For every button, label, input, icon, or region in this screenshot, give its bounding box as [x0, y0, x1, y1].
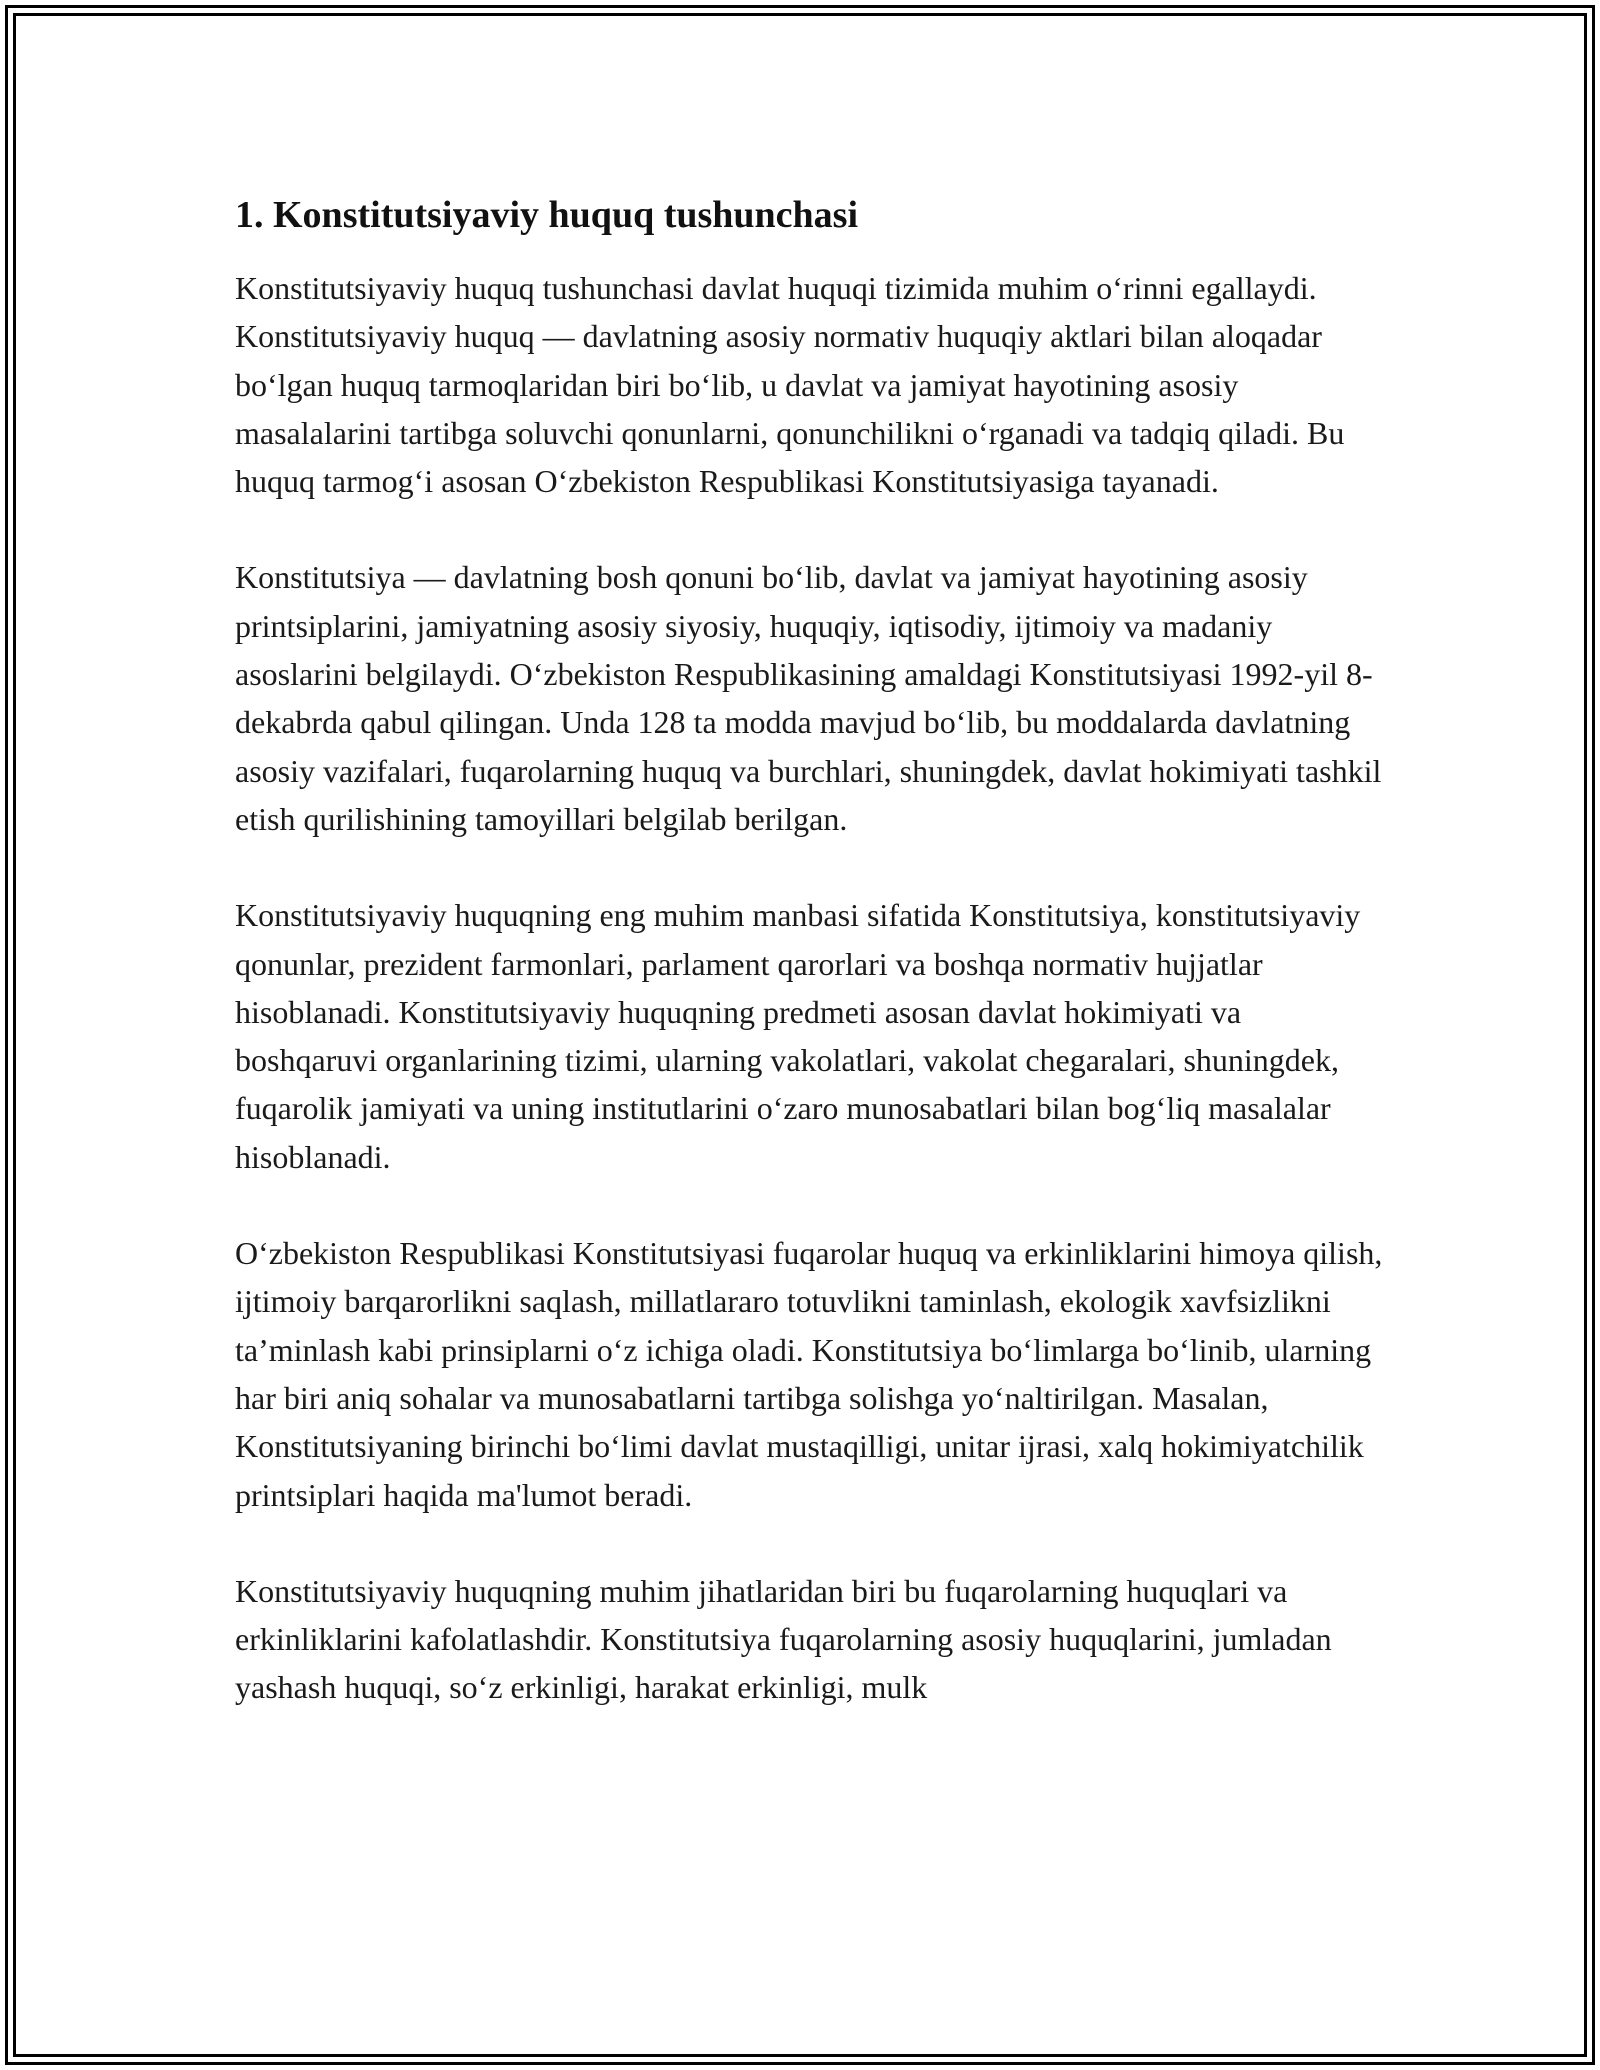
paragraph-5: Konstitutsiyaviy huquqning muhim jihatlaridan biri bu fuqarolarning huquqlari va erkinliklarini kafolatlashdir. Konstitutsiya fuqarolarning asosiy huquqlarini, jumladan yashash huquqi, soʻz erkinligi, harakat erkinligi, mulk: [235, 1572, 1332, 1706]
section-heading: 1. Konstitutsiyaviy huquq tushunchasi: [235, 194, 859, 236]
paragraph-2: Konstitutsiya — davlatning bosh qonuni boʻlib, davlat va jamiyat hayotining asosiy printsiplarini, jamiyatning asosiy siyosiy, huquqiy, iqtisodiy, ijtimoiy va madaniy asoslarini belgilaydi. Oʻzbekiston Respublikasining amaldagi Konstitutsiyasi 1992-yil 8-dekabrda qabul qilingan. Unda 128 ta modda mavjud boʻlib, bu moddalarda davlatning asosiy vazifalari, fuqarolarning huquq va burchlari, shuningdek, davlat hokimiyati tashkil etish qurilishining tamoyillari belgilab berilgan.: [235, 559, 1382, 837]
paragraph-3: Konstitutsiyaviy huquqning eng muhim manbasi sifatida Konstitutsiya, konstitutsiyaviy qonunlar, prezident farmonlari, parlament qarorlari va boshqa normativ hujjatlar hisoblanadi. Konstitutsiyaviy huquqning predmeti asosan davlat hokimiyati va boshqaruvi organlarining tizimi, ularning vakolatlari, vakolat chegaralari, shuningdek, fuqarolik jamiyati va uning institutlarini oʻzaro munosabatlari bilan bogʻliq masalalar hisoblanadi.: [235, 897, 1361, 1175]
document-body: [235, 186, 1385, 1760]
paragraph-4: Oʻzbekiston Respublikasi Konstitutsiyasi fuqarolar huquq va erkinliklarini himoya qilish, ijtimoiy barqarorlikni saqlash, millatlararo totuvlikni taminlash, ekologik xavfsizlikni ta’minlash kabi prinsiplarni oʻz ichiga oladi. Konstitutsiya boʻlimlarga boʻlinib, ularning har biri aniq sohalar va munosabatlarni tartibga solishga yoʻnaltirilgan. Masalan, Konstitutsiyaning birinchi boʻlimi davlat mustaqilligi, unitar ijrasi, xalq hokimiyatchilik printsiplari haqida ma'lumot beradi.: [235, 1235, 1383, 1513]
paragraph-1: Konstitutsiyaviy huquq tushunchasi davlat huquqi tizimida muhim oʻrinni egallaydi. Konstitutsiyaviy huquq — davlatning asosiy normativ huquqiy aktlari bilan aloqadar boʻlgan huquq tarmoqlaridan biri boʻlib, u davlat va jamiyat hayotining asosiy masalalarini tartibga soluvchi qonunlarni, qonunchilikni oʻrganadi va tadqiq qiladi. Bu huquq tarmogʻi asosan Oʻzbekiston Respublikasi Konstitutsiyasiga tayanadi.: [235, 270, 1345, 500]
